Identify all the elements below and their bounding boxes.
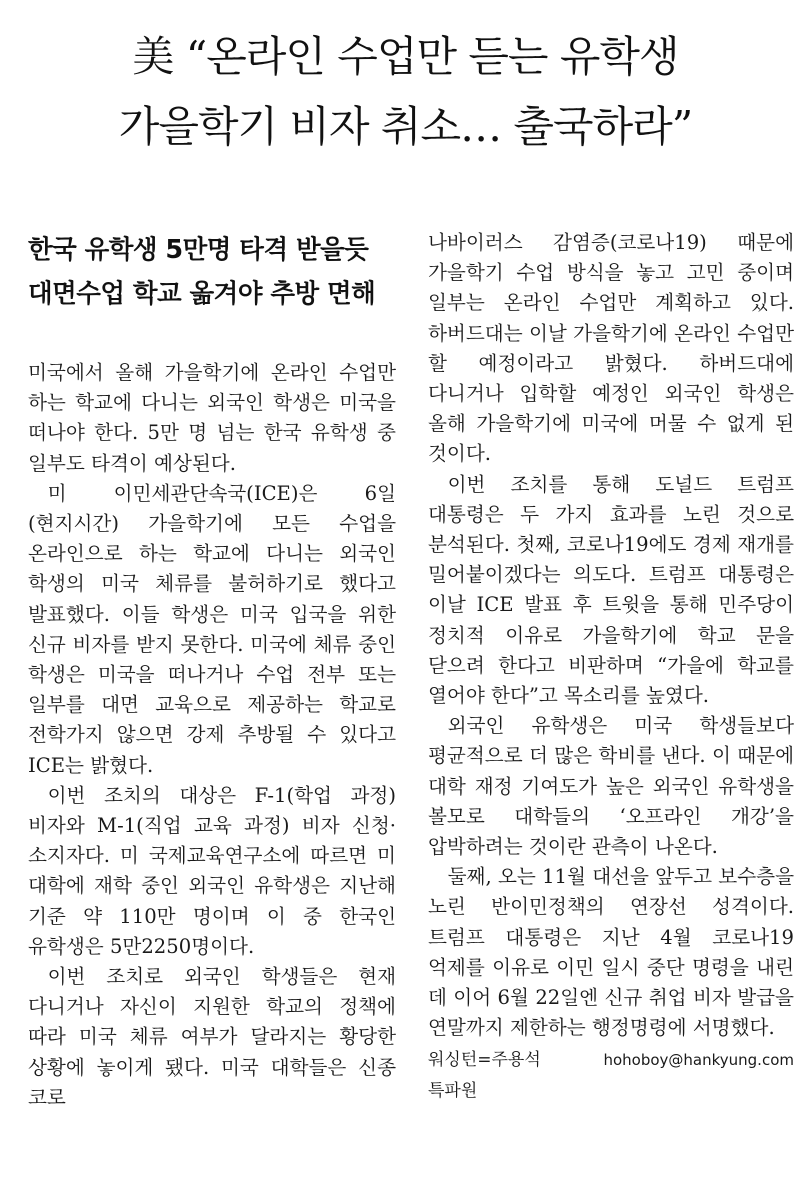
byline-reporter: 워싱턴=주용석 특파원 xyxy=(428,1050,541,1101)
paragraph: 미국에서 올해 가을학기에 온라인 수업만 하는 학교에 다니는 외국인 학생은 미국을 떠나야 한다. 5만 명 넘는 한국 유학생 중 일부도 타격이 예상된다. xyxy=(28,361,396,475)
headline-line-1: 美 “온라인 수업만 듣는 유학생 xyxy=(132,32,679,81)
article-column-right xyxy=(428,228,794,1106)
paragraph: 나바이러스 감염증(코로나19) 때문에 가을학기 수업 방식을 놓고 고민 중이며 일부는 온라인 수업만 계획하고 있다. 하버드대는 이날 가을학기에 온라인 수업만 할 예정이라고 밝혔다. 하버드대에 다니거나 입학할 예정인 외국인 학생은 올해 가을학기에 미국에 머물 수 없게 된 것이다. xyxy=(428,231,794,466)
paragraph: 미 이민세관단속국(ICE)은 6일(현지시간) 가을학기에 모든 수업을 온라인으로 하는 학교에 다니는 외국인 학생의 미국 체류를 불허하기로 했다고 발표했다. 이들 학생은 미국 입국을 위한 신규 비자를 받지 못한다. 미국에 체류 중인 학생은 미국을 떠나거나 수업 전부 또는 일부를 대면 교육으로 제공하는 학교로 전학가지 않으면 강제 추방될 수 있다고 ICE는 밝혔다. xyxy=(28,481,396,777)
paragraph: 이번 조치로 외국인 학생들은 현재 다니거나 자신이 지원한 학교의 정책에 따라 미국 체류 여부가 달라지는 황당한 상황에 놓이게 됐다. 미국 대학들은 신종 코로 xyxy=(28,965,396,1109)
article-column-left xyxy=(28,358,396,1113)
paragraph: 둘째, 오는 11월 대선을 앞두고 보수층을 노린 반이민정책의 연장선 성격이다. 트럼프 대통령은 지난 4월 코로나19 억제를 이유로 이민 일시 중단 명령을 내린 데 이어 6월 22일엔 신규 취업 비자 발급을 연말까지 제한하는 행정명령에 서명했다. xyxy=(428,865,794,1040)
paragraph: 외국인 유학생은 미국 학생들보다 평균적으로 더 많은 학비를 낸다. 이 때문에 대학 재정 기여도가 높은 외국인 유학생을 볼모로 대학들의 ‘오프라인 개강’을 압박하려는 것이란 관측이 나온다. xyxy=(428,714,794,859)
paragraph: 이번 조치를 통해 도널드 트럼프 대통령은 두 가지 효과를 노린 것으로 분석된다. 첫째, 코로나19에도 경제 재개를 밀어붙이겠다는 의도다. 트럼프 대통령은 이날 ICE 발표 후 트윗을 통해 민주당이 정치적 이유로 가을학기에 학교 문을 닫으려 한다고 비판하며 “가을에 학교를 열어야 한다”고 목소리를 높였다. xyxy=(428,472,794,708)
subheadline-line-1: 한국 유학생 5만명 타격 받을듯 xyxy=(28,235,369,265)
headline-line-2: 가을학기 비자 취소… 출국하라” xyxy=(118,102,693,151)
subheadline-line-2: 대면수업 학교 옮겨야 추방 면해 xyxy=(28,279,376,309)
byline xyxy=(428,1045,794,1105)
byline-email: hohoboy@hankyung.com xyxy=(603,1051,794,1070)
headline xyxy=(0,22,811,162)
subheadline xyxy=(28,228,398,316)
paragraph: 이번 조치의 대상은 F-1(학업 과정) 비자와 M-1(직업 교육 과정) 비자 신청·소지자다. 미 국제교육연구소에 따르면 미 대학에 재학 중인 외국인 유학생은 지난해 기준 약 110만 명이며 이 중 한국인 유학생은 5만2250명이다. xyxy=(28,783,396,958)
